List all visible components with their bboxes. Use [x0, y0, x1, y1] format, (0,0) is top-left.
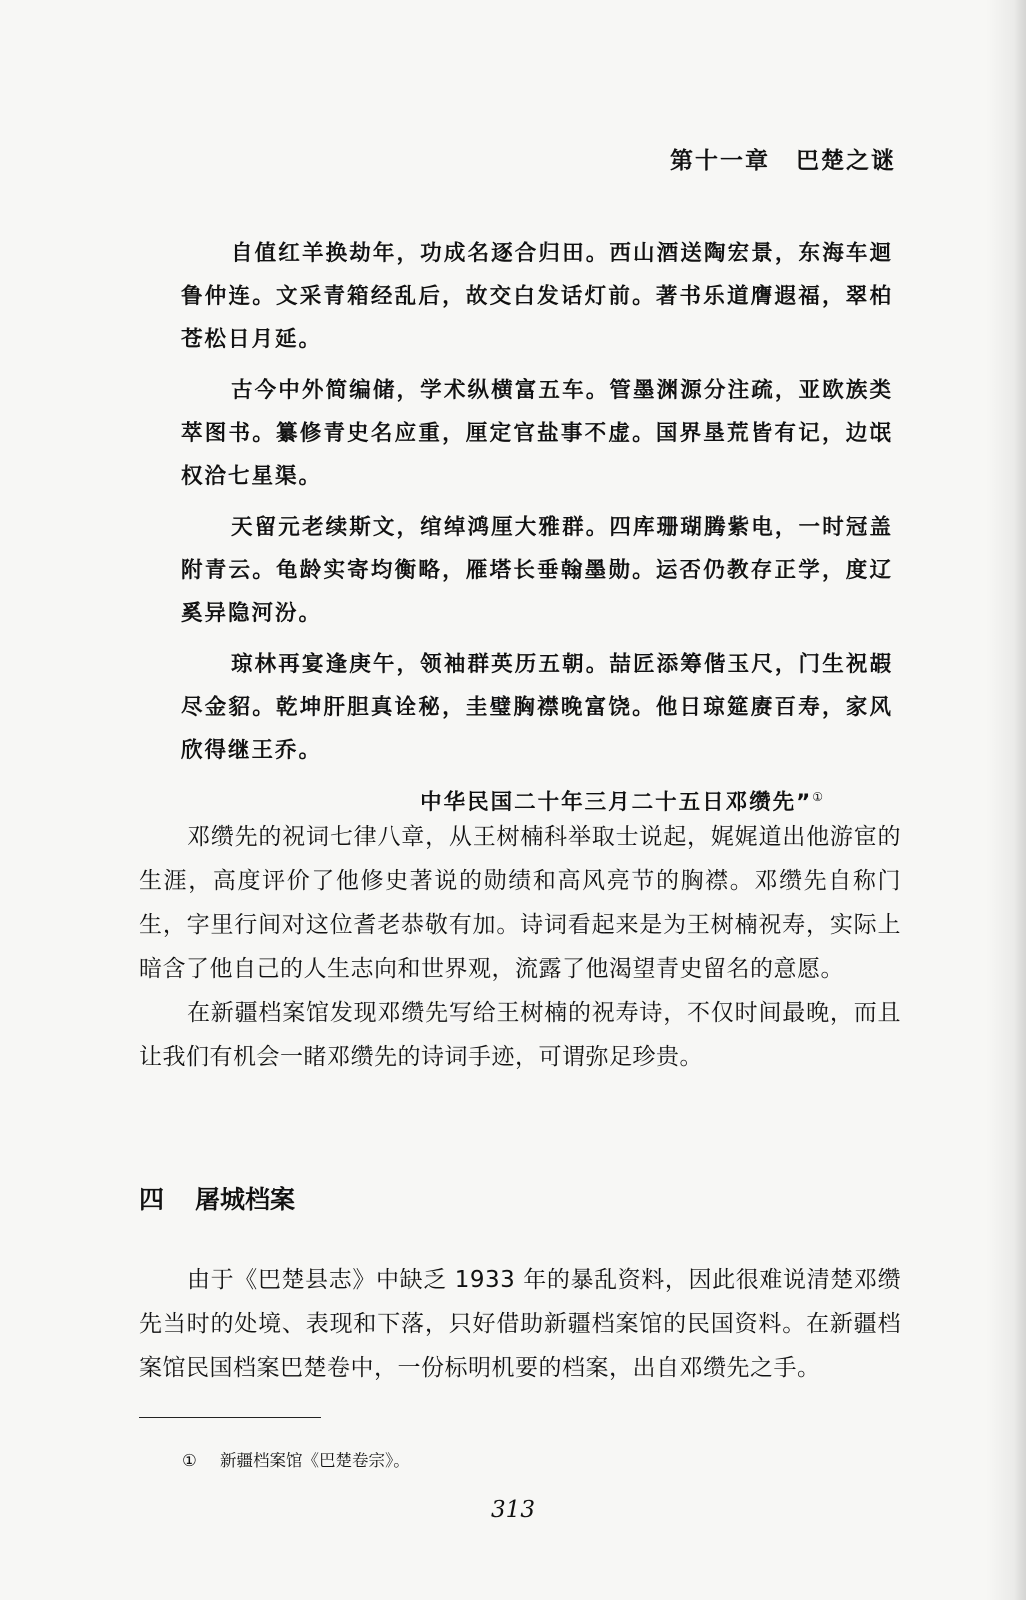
section-number: 四: [139, 1185, 165, 1214]
section-heading: [139, 1180, 295, 1216]
footnote-reference: ①: [812, 790, 823, 804]
footnote-mark: ①: [182, 1451, 197, 1470]
body-paragraph-1: 邓缵先的祝词七律八章，从王树楠科举取士说起，娓娓道出他游宦的生涯，高度评价了他修史著说的勋绩和高风亮节的胸襟。邓缵先自称门生，字里行间对这位耆老恭敬有加。诗词看起来是为王树楠祝寿，实际上暗含了他自己的人生志向和世界观，流露了他渴望青史留名的意愿。: [139, 824, 901, 982]
chapter-number: 第十一章: [670, 147, 770, 174]
chapter-title: 巴楚之谜: [796, 147, 896, 174]
page-number: 313: [491, 1497, 535, 1523]
running-head: [670, 142, 896, 175]
poem-stanza-4: 琼林再宴逢庚午，领袖群英历五朝。喆匠添筹偕玉尺，门生祝嘏尽金貂。乾坤肝胆真诠秘，圭璧胸襟晚富饶。他日琼筵赓百寿，家风欣得继王乔。: [181, 652, 893, 763]
commentary-text: [139, 815, 901, 1079]
poem-stanza-1: 自值红羊换劫年，功成名逐合归田。西山酒送陶宏景，东海车迴鲁仲连。文采青箱经乱后，故交白发话灯前。著书乐道膺遐福，翠柏苍松日月延。: [181, 241, 893, 352]
poem-stanza-3: 天留元老续斯文，绾绰鸿厘大雅群。四库珊瑚腾紫电，一时冠盖附青云。龟龄实寄均衡略，雁塔长垂翰墨勋。运否仍教存正学，度辽奚异隐河汾。: [181, 515, 893, 626]
section-text: [139, 1258, 901, 1390]
poem-quote: [181, 232, 893, 832]
signature-text: 中华民国二十年三月二十五日邓缵先”: [420, 790, 813, 816]
footnote-divider: [139, 1417, 321, 1418]
body-paragraph-2: 在新疆档案馆发现邓缵先写给王树楠的祝寿诗，不仅时间最晚，而且让我们有机会一睹邓缵先的诗词手迹，可谓弥足珍贵。: [139, 1000, 901, 1070]
section-title: 屠城档案: [195, 1185, 296, 1214]
page-edge-shadow: [986, 0, 1026, 1600]
poem-stanza-2: 古今中外简编储，学术纵横富五车。管墨渊源分注疏，亚欧族类萃图书。纂修青史名应重，厘定官盐事不虚。国界垦荒皆有记，边氓权洽七星渠。: [181, 378, 893, 489]
section-paragraph-1: 由于《巴楚县志》中缺乏 1933 年的暴乱资料，因此很难说清楚邓缵先当时的处境、表现和下落，只好借助新疆档案馆的民国资料。在新疆档案馆民国档案巴楚卷中，一份标明机要的档案，出自邓缵先之手。: [139, 1267, 901, 1381]
footnote: [182, 1447, 410, 1471]
footnote-text: 新疆档案馆《巴楚卷宗》。: [220, 1451, 410, 1470]
